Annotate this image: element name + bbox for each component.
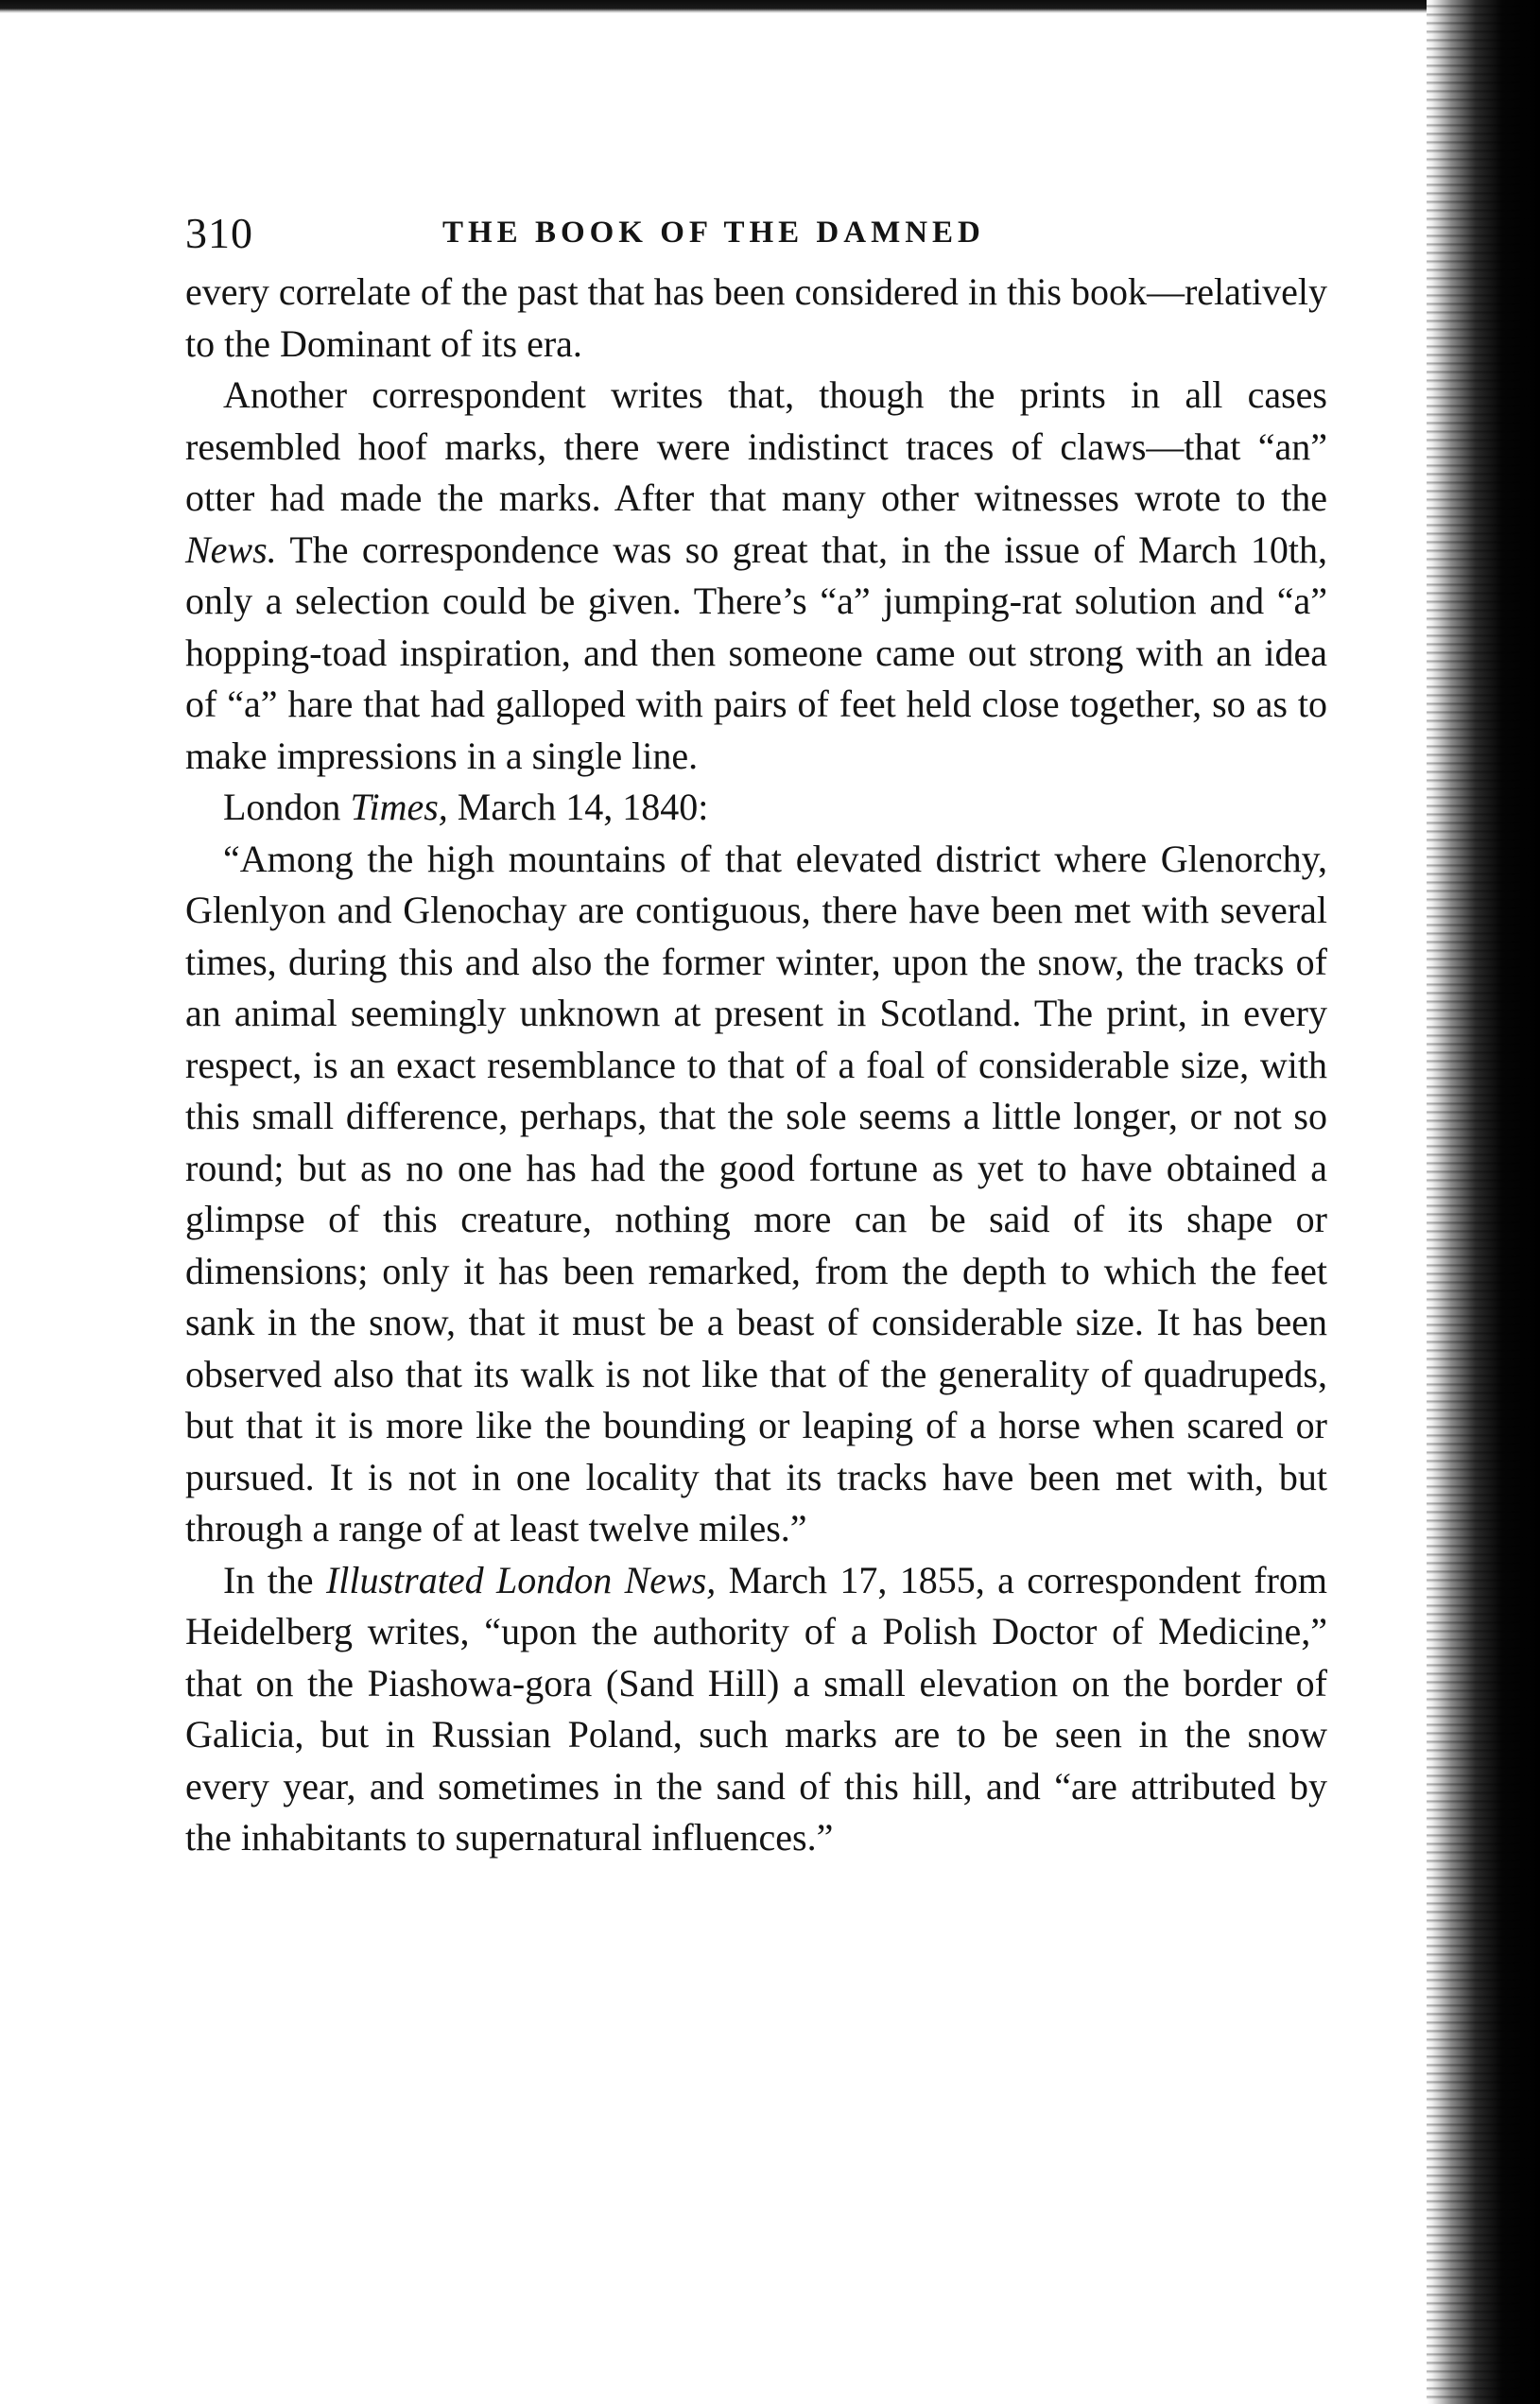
paragraph-otter <box>185 370 1327 782</box>
book-page <box>185 200 1327 1864</box>
paragraph-text-a: London <box>223 786 351 828</box>
paragraph-text-b: March 17, 1855, a correspondent from Heidelberg writes, “upon the authority of a Polish Doctor of Medicine,” that on the Piashowa-gora (Sand Hill) a small elevation on the border of Galicia, but in Russian Poland, such marks are to be seen in the snow every year, and sometimes in the sand of this hill, and “are attributed by the inhabitants to supernatural influences.” <box>185 1558 1328 1859</box>
paragraph-text: “Among the high mountains of that elevated district where Glenorchy, Glenlyon and Glenochay are contiguous, there have been met with several times, during this and also the former winter, upon the snow, the tracks of an animal seemingly unknown at present in Scotland. The print, in every respect, is an exact resemblance to that of a foal of considerable size, with this small difference, perhaps, that the sole seems a little longer, or not so round; but as no one has had the good fortune as yet to have obtained a glimpse of this creature, nothing more can be said of its shape or dimensions; only it has been remarked, from the depth to which the feet sank in the snow, that it must be a beast of considerable size. It has been observed also that its walk is not like that of the generality of quadrupeds, but that it is more like the bounding or leaping of a horse when scared or pursued. It is not in one locality that its tracks have been met with, but through a range of at least twelve miles.” <box>185 837 1327 1549</box>
scan-binding-shadow <box>1427 0 1540 2404</box>
paragraph-times-citation <box>185 782 1327 834</box>
scan-top-edge <box>0 0 1540 13</box>
italic-title-news: News. <box>185 527 277 571</box>
running-head <box>185 200 1327 267</box>
paragraph-text-b: March 14, 1840: <box>447 786 709 828</box>
italic-title-illustrated-london-news: Illustrated London News, <box>325 1558 717 1601</box>
paragraph-heidelberg <box>185 1555 1327 1864</box>
paragraph-continued <box>185 267 1327 370</box>
paragraph-text-a: Another correspondent writes that, though the prints in all cases resembled hoof marks, there were indistinct traces of claws—that “an” otter had made the marks. After that many other witnesses wrote to the <box>185 373 1327 519</box>
paragraph-text: every correlate of the past that has been considered in this book—relatively to the Dominant of its era. <box>185 270 1327 365</box>
italic-title-times: Times, <box>350 786 448 828</box>
body-text <box>185 267 1327 1864</box>
paragraph-text-a: In the <box>223 1558 326 1601</box>
paragraph-quotation <box>185 834 1327 1555</box>
running-title: THE BOOK OF THE DAMNED <box>442 216 985 250</box>
paragraph-text-b: The correspondence was so great that, in the issue of March 10th, only a selection could be given. There’s “a” jumping-rat solution and “a” hopping-toad inspiration, and then someone came out strong with an idea of “a” hare that had galloped with pairs of feet held close together, so as to make impressions in a single line. <box>185 527 1327 777</box>
page-number: 310 <box>185 209 253 257</box>
